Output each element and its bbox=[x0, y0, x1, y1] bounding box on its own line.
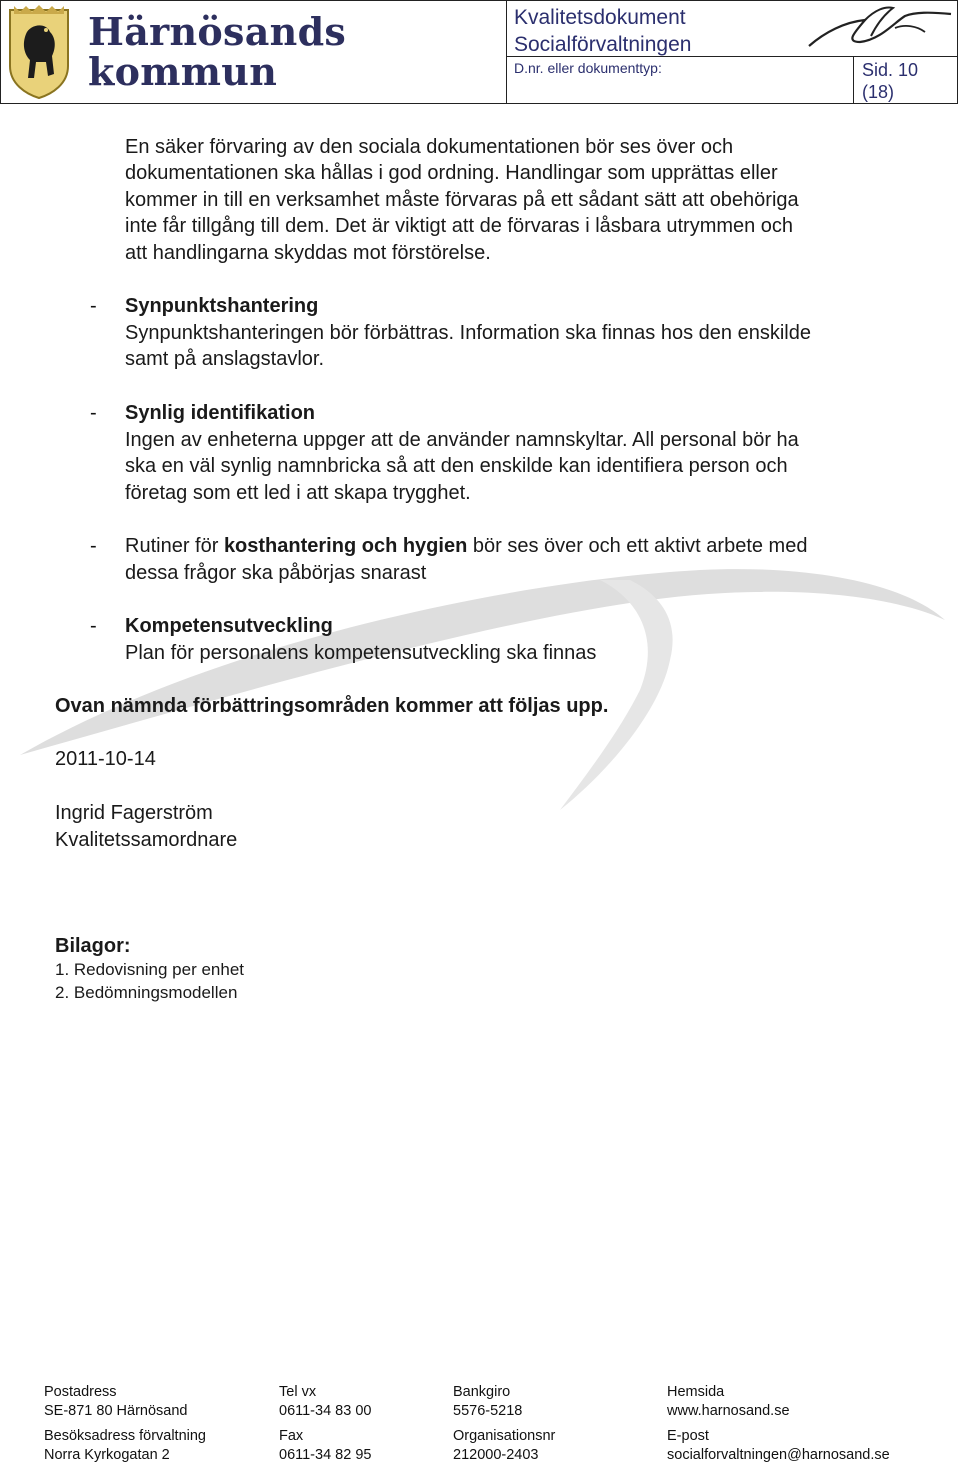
attachments-heading: Bilagor: bbox=[55, 935, 131, 957]
conclusion-statement: Ovan nämnda förbättringsområden kommer att följas upp. bbox=[55, 695, 609, 717]
list-item-heading: Synpunktshantering bbox=[125, 295, 319, 317]
footer-label: Organisationsnr bbox=[453, 1428, 556, 1444]
text-line: företag som ett led i att skapa trygghet. bbox=[125, 482, 471, 504]
page-number: Sid. 10 bbox=[862, 60, 919, 80]
bold-phrase: kosthantering och hygien bbox=[223, 535, 468, 557]
logo-line-2: kommun bbox=[88, 49, 278, 94]
footer-value: 0611-34 82 95 bbox=[279, 1447, 372, 1463]
document-date: 2011-10-14 bbox=[55, 748, 156, 770]
footer-link-email[interactable]: socialforvaltningen@harnosand.se bbox=[667, 1447, 890, 1463]
text-line: Synpunktshanteringen bör förbättras. Information ska finnas hos den enskilde bbox=[125, 322, 811, 344]
list-item-heading: Kompetensutveckling bbox=[125, 615, 333, 637]
text-line: kommer in till en verksamhet måste förvaras på ett sådant sätt att obehöriga bbox=[125, 189, 799, 211]
footer-label: E-post bbox=[667, 1428, 709, 1444]
footer-label: Bankgiro bbox=[453, 1384, 511, 1400]
text-line: Plan för personalens kompetensutveckling ska finnas bbox=[125, 642, 597, 664]
list-dash: - bbox=[90, 402, 97, 424]
document-type: Kvalitetsdokument bbox=[514, 6, 686, 29]
footer-value: 5576-5218 bbox=[453, 1403, 523, 1419]
list-item-heading: Synlig identifikation bbox=[125, 402, 316, 424]
footer-label: Tel vx bbox=[279, 1384, 317, 1400]
signer-title: Kvalitetssamordnare bbox=[55, 829, 238, 851]
footer-value: 212000-2403 bbox=[453, 1447, 539, 1463]
logo-line-1: Härnösands bbox=[88, 9, 347, 54]
text-line bbox=[125, 533, 807, 560]
dnr-label: D.nr. eller dokumenttyp: bbox=[514, 60, 662, 76]
text-line: En säker förvaring av den sociala dokumentationen bör ses över och bbox=[125, 136, 734, 158]
footer-label: Besöksadress förvaltning bbox=[44, 1428, 206, 1444]
header-divider bbox=[506, 0, 507, 104]
signer-name: Ingrid Fagerström bbox=[55, 802, 213, 824]
text-prefix: Rutiner för bbox=[125, 535, 224, 557]
department-name: Socialförvaltningen bbox=[514, 33, 692, 56]
list-dash: - bbox=[90, 295, 97, 317]
footer-label: Hemsida bbox=[667, 1384, 725, 1400]
list-dash: - bbox=[90, 535, 97, 557]
text-line: Ingen av enheterna uppger att de använder namnskyltar. All personal bör ha bbox=[125, 429, 799, 451]
footer-label: Postadress bbox=[44, 1384, 117, 1400]
footer-link-website[interactable]: www.harnosand.se bbox=[667, 1403, 790, 1419]
municipality-logo-text bbox=[88, 9, 347, 94]
attachment-item: 1. Redovisning per enhet bbox=[55, 960, 245, 979]
footer-label: Fax bbox=[279, 1428, 304, 1444]
list-dash: - bbox=[90, 615, 97, 637]
text-line: ska en väl synlig namnbricka så att den enskilde kan identifiera person och bbox=[125, 455, 788, 477]
text-line: samt på anslagstavlor. bbox=[125, 348, 324, 370]
text-suffix: bör ses över och ett aktivt arbete med bbox=[467, 535, 808, 557]
text-line: dessa frågor ska påbörjas snarast bbox=[125, 562, 427, 584]
header-divider bbox=[853, 56, 854, 104]
page-total: (18) bbox=[862, 82, 895, 102]
footer-value: SE-871 80 Härnösand bbox=[44, 1403, 188, 1419]
attachment-item: 2. Bedömningsmodellen bbox=[55, 983, 238, 1002]
handwritten-signature bbox=[805, 2, 955, 54]
footer-value: Norra Kyrkogatan 2 bbox=[44, 1447, 170, 1463]
footer-value: 0611-34 83 00 bbox=[279, 1403, 372, 1419]
text-line: att handlingarna skyddas mot förstörelse. bbox=[125, 242, 491, 264]
municipal-crest-logo bbox=[6, 4, 72, 100]
text-line: dokumentationen ska hållas i god ordning. Handlingar som upprättas eller bbox=[125, 162, 778, 184]
text-line: inte får tillgång till dem. Det är viktigt att de förvaras i låsbara utrymmen och bbox=[125, 215, 794, 237]
